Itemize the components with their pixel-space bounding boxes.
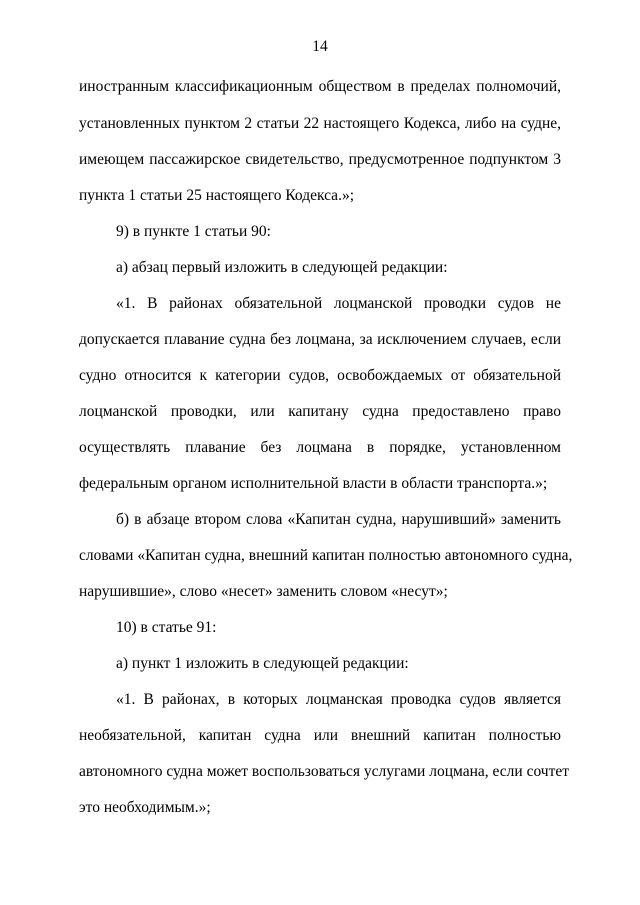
text-line: установленных пунктом 2 статьи 22 настоящего Кодекса, либо на судне, [79,115,561,132]
text-line: нарушившие», слово «несет» заменить словом «несут»; [79,583,448,600]
text-line: а) пункт 1 изложить в следующей редакции: [116,655,409,672]
page-number: 14 [312,38,328,55]
text-line: 9) в пункте 1 статьи 90: [116,223,271,240]
text-line: иностранным классификационным обществом в пределах полномочий, [79,78,561,95]
text-line: осуществлять плавание без лоцмана в порядке, установленном [79,439,561,456]
text-line: федеральным органом исполнительной власти в области транспорта.»; [79,475,548,492]
text-line: судно относится к категории судов, освобождаемых от обязательной [79,367,561,384]
text-line: словами «Капитан судна, внешний капитан полностью автономного судна, [79,547,573,564]
text-line: это необходимым.»; [79,799,211,816]
text-line: необязательной, капитан судна или внешний капитан полностью [79,727,561,744]
text-line: лоцманской проводки, или капитану судна предоставлено право [79,403,561,420]
text-line: автономного судна может воспользоваться услугами лоцмана, если сочтет [79,763,570,780]
text-line: пункта 1 статьи 25 настоящего Кодекса.»; [79,187,354,204]
text-line: «1. В районах обязательной лоцманской проводки судов не [116,295,561,312]
text-line: б) в абзаце втором слова «Капитан судна, нарушивший» заменить [116,511,561,528]
text-line: «1. В районах, в которых лоцманская проводка судов является [116,691,561,708]
text-line: 10) в статье 91: [116,619,217,636]
text-line: а) абзац первый изложить в следующей редакции: [116,259,448,276]
text-line: допускается плавание судна без лоцмана, за исключением случаев, если [79,331,561,348]
text-line: имеющем пассажирское свидетельство, предусмотренное подпунктом 3 [79,151,561,168]
